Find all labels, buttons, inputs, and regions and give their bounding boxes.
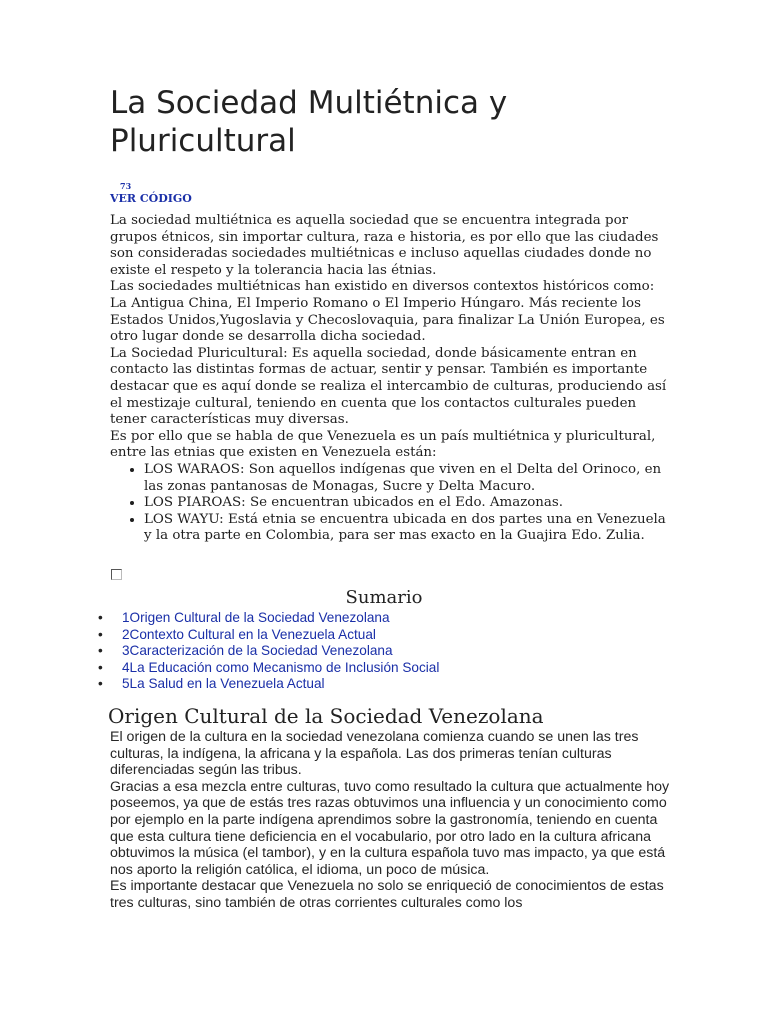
toc-item[interactable] xyxy=(100,660,439,677)
intro-paragraph: La Sociedad Pluricultural: Es aquella sociedad, donde básicamente entran en contacto las distintas formas de actuar, sentir y pensar. También es importante destacar que es aquí donde se realiza el intercambio de culturas, produciendo así el mestizaje cultural, teniendo en cuenta que los contactos culturales pueden tener características muy diversas. xyxy=(110,345,667,428)
ver-codigo-link[interactable]: VER CÓDIGO xyxy=(110,192,192,205)
intro-paragraph: Las sociedades multiétnicas han existido en diversos contextos históricos como: La Antigua China, El Imperio Romano o El Imperio Húngaro. Más reciente los Estados Unidos,Yugoslavia y Checoslovaquia, para finalizar La Unión Europea, es otro lugar donde se desarrolla dicha sociedad. xyxy=(110,279,665,345)
toc-item[interactable] xyxy=(100,627,439,644)
toc-link[interactable]: 4La Educación como Mecanismo de Inclusión Social xyxy=(122,659,440,675)
toc-link[interactable]: 1Origen Cultural de la Sociedad Venezolana xyxy=(122,610,390,625)
bullet-icon: • xyxy=(98,659,103,675)
toc-heading: Sumario xyxy=(345,587,423,608)
intro-paragraph: Es por ello que se habla de que Venezuela es un país multiétnica y pluricultural, entre las etnias que existen en Venezuela están: xyxy=(110,428,656,461)
toc-item[interactable] xyxy=(100,676,439,693)
section-text xyxy=(110,729,670,912)
toc-link[interactable]: 5La Salud en la Venezuela Actual xyxy=(122,676,325,692)
bullet-icon: • xyxy=(98,676,103,692)
section-paragraph: Gracias a esa mezcla entre culturas, tuvo como resultado la cultura que actualmente hoy poseemos, ya que de estás tres razas obtuvimos una influencia y un conocimiento como por ejemplo en la parte indígena aprendimos sobre la gastronomía, teniendo en cuenta que esta cultura tiene deficiencia en el vocabulario, por otro lado en la cultura africana obtuvimos la música (el tambor), y en la cultura española tuvo mas impacto, ya que está nos aporto la religión católica, el idioma, un poco de música. xyxy=(110,778,670,878)
bullet-icon: • xyxy=(98,643,103,659)
ethnic-group-item: • LOS WARAOS: Son aquellos indígenas que viven en el Delta del Orinoco, en las zonas pantanosas de Monagas, Sucre y Delta Macuro. xyxy=(144,462,670,495)
toggle-checkbox[interactable] xyxy=(111,569,122,580)
intro-paragraph: La sociedad multiétnica es aquella sociedad que se encuentra integrada por grupos étnicos, sin importar cultura, raza e historia, es por ello que las ciudades son consideradas sociedades multiétnicas e incluso aquellas ciudades donde no existe el respeto y la tolerancia hacia las étnias. xyxy=(110,213,659,278)
table-of-contents xyxy=(100,610,439,693)
toc-link[interactable]: 3Caracterización de la Sociedad Venezolana xyxy=(122,643,393,659)
toc-item[interactable] xyxy=(100,643,439,660)
reference-number[interactable]: 73 xyxy=(120,181,132,191)
page-title: La Sociedad Multiétnica y Pluricultural xyxy=(110,85,508,159)
intro-text xyxy=(110,213,670,545)
toc-link[interactable]: 2Contexto Cultural en la Venezuela Actual xyxy=(122,626,376,642)
section-paragraph: Es importante destacar que Venezuela no solo se enriqueció de conocimientos de estas tres culturas, sino también de otras corrientes culturales como los xyxy=(110,878,664,911)
ethnic-group-item: • LOS WAYU: Está etnia se encuentra ubicada en dos partes una en Venezuela y la otra parte en Colombia, para ser mas exacto en la Guajira Edo. Zulia. xyxy=(144,512,670,545)
bullet-icon: • xyxy=(98,610,103,625)
section-heading: Origen Cultural de la Sociedad Venezolana xyxy=(108,704,544,728)
section-paragraph: El origen de la cultura en la sociedad venezolana comienza cuando se unen las tres culturas, la indígena, la africana y la española. Las dos primeras tenían culturas diferenciadas según las tribus. xyxy=(110,729,639,779)
bullet-icon: • xyxy=(98,626,103,642)
ethnic-groups-list xyxy=(110,462,670,545)
ethnic-group-item: • LOS PIAROAS: Se encuentran ubicados en el Edo. Amazonas. xyxy=(144,495,670,512)
toc-item[interactable] xyxy=(100,610,439,627)
